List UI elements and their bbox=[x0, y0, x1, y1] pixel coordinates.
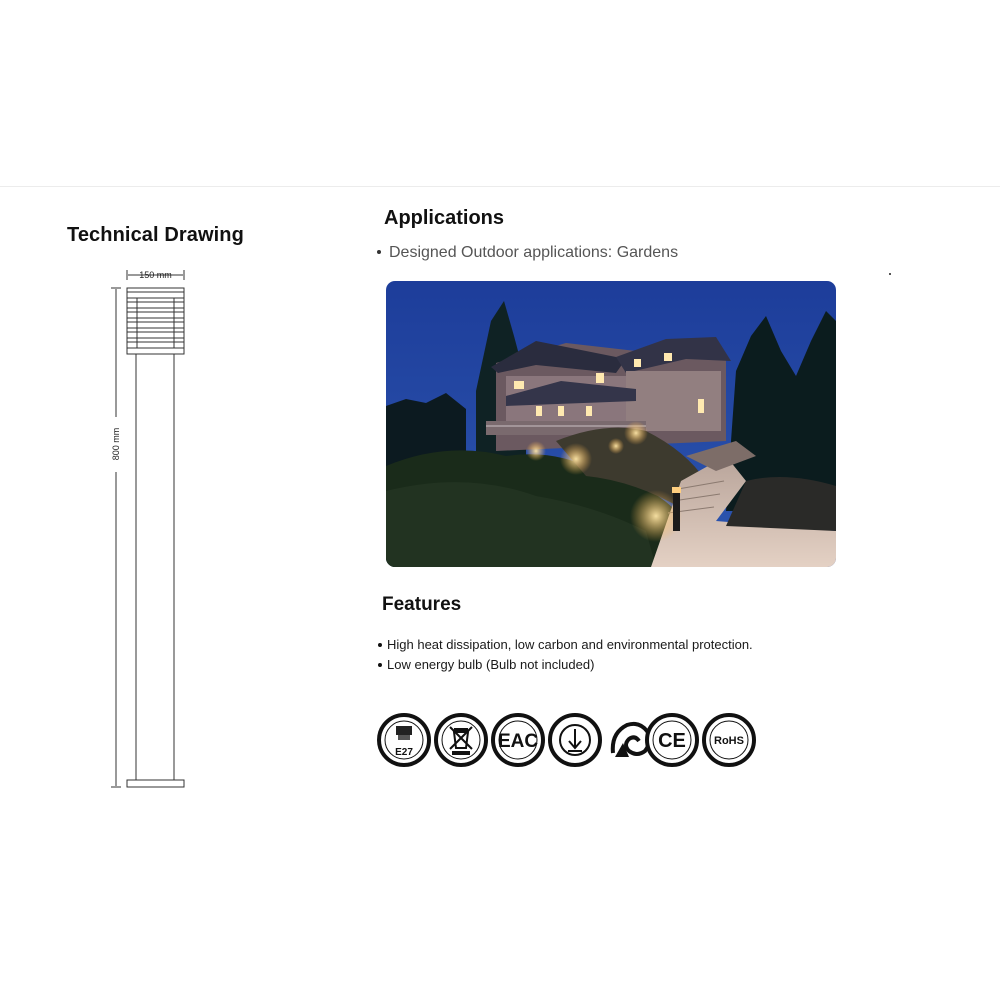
ce-mark-icon bbox=[645, 713, 699, 767]
bullet-icon bbox=[378, 663, 382, 667]
no-bin-disposal-icon bbox=[434, 713, 488, 767]
top-divider bbox=[0, 186, 1000, 187]
energy-save-icon bbox=[548, 713, 602, 767]
svg-text:EAC: EAC bbox=[497, 731, 539, 752]
technical-drawing bbox=[100, 262, 200, 802]
stray-dot bbox=[889, 273, 891, 275]
night-garden-house-photo bbox=[386, 281, 836, 567]
rohs-icon bbox=[702, 713, 756, 767]
height-dimension-label: 800 mm bbox=[111, 427, 121, 461]
svg-text:E27: E27 bbox=[395, 747, 413, 758]
e27-socket-icon bbox=[377, 713, 431, 767]
svg-text:CE: CE bbox=[658, 730, 686, 752]
technical-drawing-title: Technical Drawing bbox=[67, 224, 244, 246]
svg-text:RoHS: RoHS bbox=[714, 735, 744, 747]
features-title: Features bbox=[382, 594, 462, 615]
application-item: Designed Outdoor applications: Gardens bbox=[377, 244, 678, 262]
width-dimension-label: 150 mm bbox=[139, 270, 172, 280]
bullet-icon bbox=[377, 250, 381, 254]
feature-item: High heat dissipation, low carbon and environmental protection. bbox=[378, 637, 753, 652]
eac-mark-icon bbox=[491, 713, 545, 767]
bullet-icon bbox=[378, 643, 382, 647]
photo-svg bbox=[386, 281, 836, 567]
feature-item: Low energy bulb (Bulb not included) bbox=[378, 657, 594, 672]
bollard-drawing-svg bbox=[100, 262, 200, 797]
applications-title: Applications bbox=[384, 207, 505, 229]
